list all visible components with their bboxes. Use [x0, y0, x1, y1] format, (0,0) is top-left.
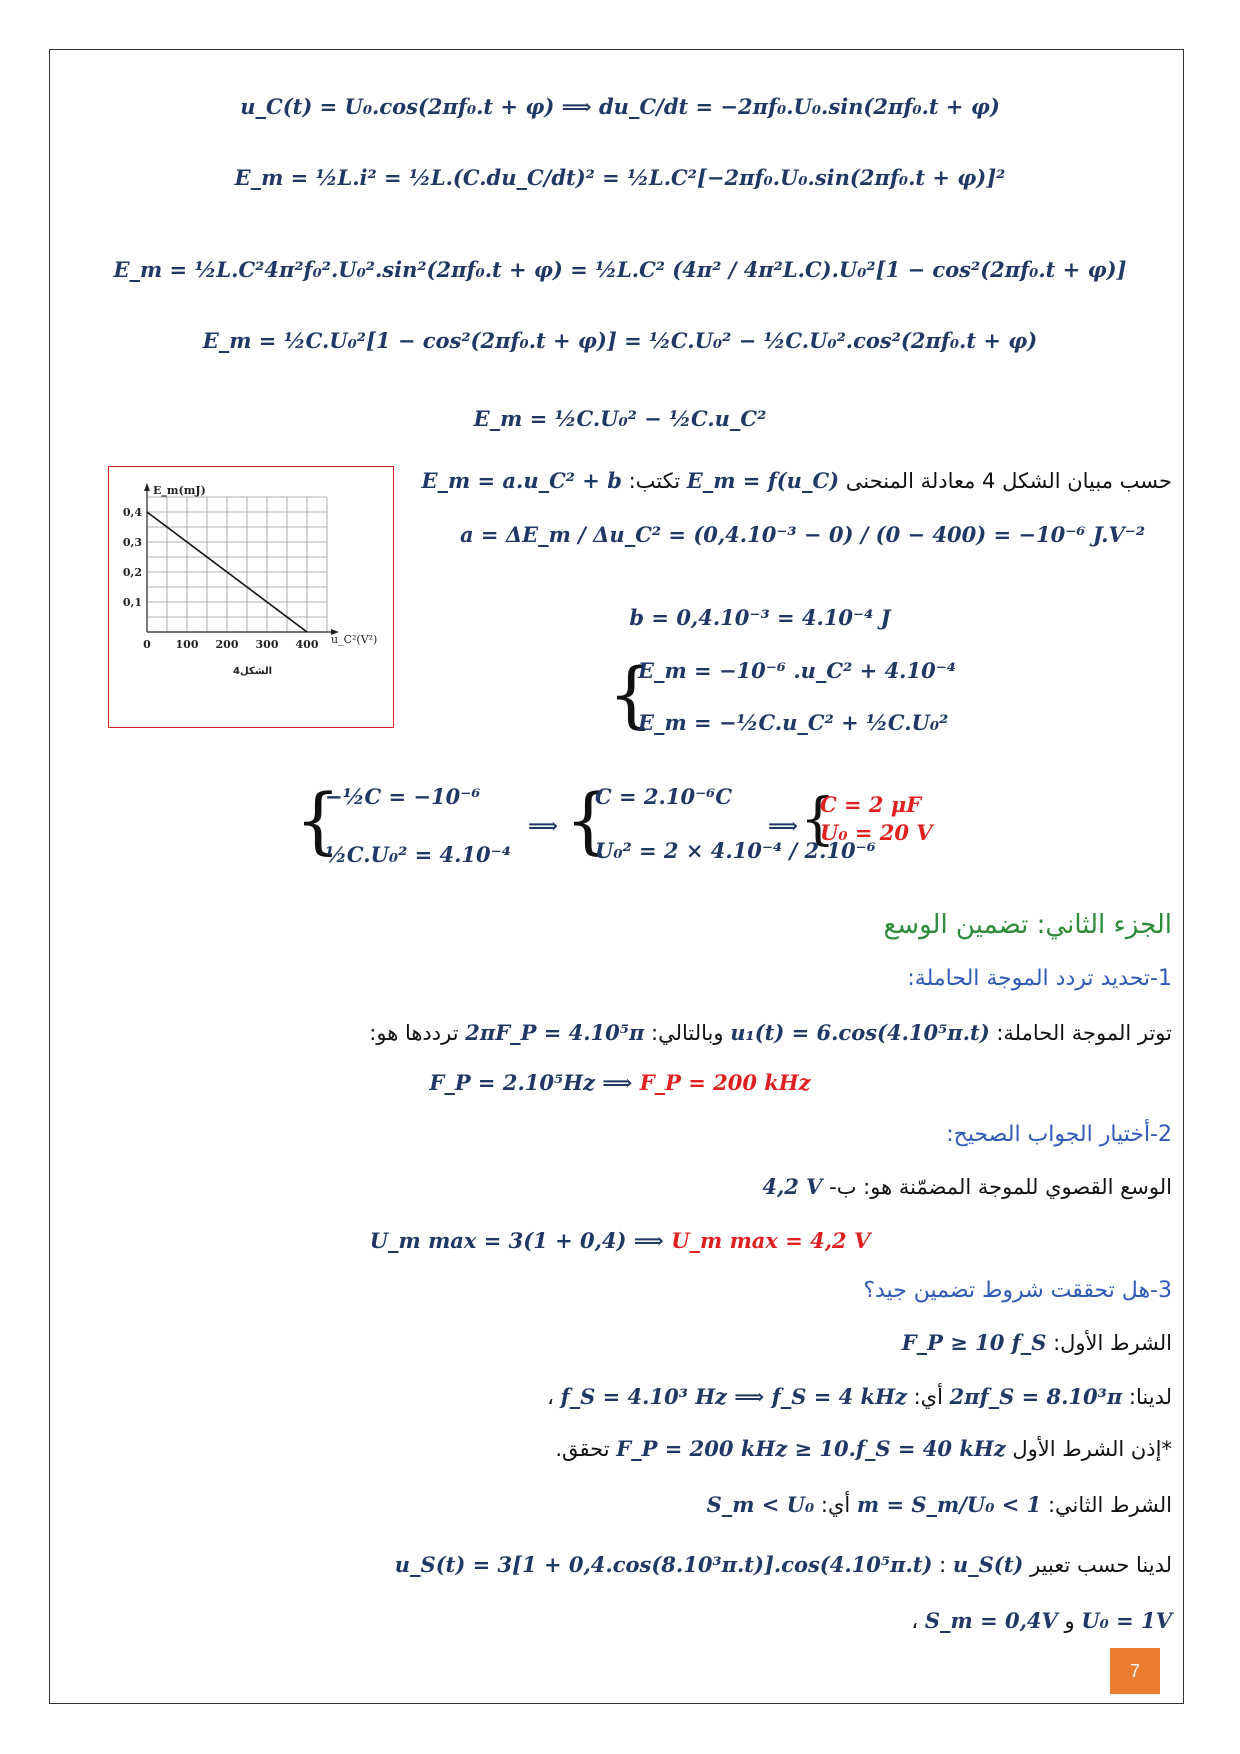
y-tick-label: 0,1 [122, 596, 142, 609]
cond2-text2: أي: [820, 1493, 851, 1517]
so-math: F_P = 200 kHz ≥ 10.f_S = 40 kHz [616, 1436, 1006, 1461]
vals-sep: ، [911, 1609, 919, 1633]
graph-sentence-math1: E_m = f(u_C) [686, 468, 840, 493]
graph-sentence-text2: تكتب: [628, 469, 681, 493]
system-3: { C = 2.10⁻⁶C U₀² = 2 × 4.10⁻⁴ / 2.10⁻⁶ [565, 778, 876, 863]
q1-line [369, 1020, 1172, 1045]
q2-eq-red: U_m max = 4,2 V [671, 1228, 871, 1253]
cond1-line [902, 1330, 1172, 1355]
q2-line [762, 1174, 1172, 1199]
q1-eq-black: F_P = 2.10⁵Hz ⟹ [429, 1070, 633, 1095]
q2-text: الوسع القصوي للموجة المضمّنة هو: ب- [829, 1175, 1172, 1199]
y-axis-label: E_m(mJ) [153, 484, 206, 497]
q1-text-a: توتر الموجة الحاملة: [996, 1021, 1172, 1045]
x-tick-label: 0 [143, 638, 151, 651]
cond2-math2: S_m < U₀ [706, 1492, 815, 1517]
implies-arrow-1: ⟹ [528, 813, 559, 838]
result-U0: U₀ = 20 V [820, 820, 933, 845]
so-text: *إذن الشرط الأول [1012, 1437, 1172, 1461]
y-tick-label: 0,2 [122, 566, 142, 579]
x-tick-label: 100 [175, 638, 199, 651]
q1-title: 1-تحديد تردد الموجة الحاملة: [907, 966, 1172, 991]
q2-math: 4,2 V [762, 1174, 823, 1199]
have-math2: f_S = 4.10³ Hz ⟹ f_S = 4 kHz [560, 1384, 907, 1409]
part-2-title: الجزء الثاني: تضمين الوسع [883, 910, 1172, 940]
graph-sentence [421, 468, 1172, 493]
x-tick-label: 300 [255, 638, 279, 651]
x-tick-label: 400 [295, 638, 319, 651]
x-axis-label: u_C²(V²) [331, 633, 378, 646]
equation-2: E_m = ½L.i² = ½L.(C.du_C/dt)² = ½L.C²[−2πf₀.U₀.sin(2πf₀.t + φ)]² [234, 165, 1006, 190]
calc-b: b = 0,4.10⁻³ = 4.10⁻⁴ J [629, 605, 891, 630]
graph-sentence-math2: E_m = a.u_C² + b [421, 468, 622, 493]
calc-a: a = ΔE_m / Δu_C² = (0,4.10⁻³ − 0) / (0 − 400) = −10⁻⁶ J.V⁻² [460, 522, 1146, 547]
y-tick-label: 0,4 [122, 506, 142, 519]
y-tick-label: 0,3 [122, 536, 142, 549]
q1-math-a: u₁(t) = 6.cos(4.10⁵π.t) [730, 1020, 990, 1045]
q2-title: 2-أختيار الجواب الصحيح: [946, 1122, 1172, 1147]
system-1: { E_m = −10⁻⁶ .u_C² + 4.10⁻⁴ E_m = −½C.u_C² + ½C.U₀² [608, 652, 956, 736]
system-3-line-1: C = 2.10⁻⁶C [595, 784, 733, 809]
chart-ticks [123, 506, 319, 651]
q2-eq-black: U_m max = 3(1 + 0,4) ⟹ [369, 1228, 664, 1253]
vals-and: و [1064, 1609, 1075, 1633]
figure-caption: الشكل4 [233, 666, 273, 677]
cond1-text: الشرط الأول: [1053, 1331, 1172, 1355]
q1-eq-red: F_P = 200 kHz [639, 1070, 811, 1095]
cond2-line [707, 1492, 1172, 1517]
cond1-math: F_P ≥ 10 f_S [901, 1330, 1047, 1355]
expr-math1: u_S(t) [952, 1552, 1024, 1577]
expr-colon: : [939, 1553, 947, 1577]
equation-1: u_C(t) = U₀.cos(2πf₀.t + φ) ⟹ du_C/dt = −2πf₀.U₀.sin(2πf₀.t + φ) [240, 94, 1000, 119]
q1-text-b: وبالتالي: [651, 1021, 724, 1045]
so-line [555, 1436, 1172, 1461]
q1-result [0, 1070, 1240, 1095]
have-math1: 2πf_S = 8.10³π [949, 1384, 1123, 1409]
chart-axes [144, 483, 339, 635]
x-tick-label: 200 [215, 638, 239, 651]
system-1-line-2: E_m = −½C.u_C² + ½C.U₀² [638, 710, 949, 735]
chart-grid [147, 497, 327, 632]
equation-4: E_m = ½C.U₀²[1 − cos²(2πf₀.t + φ)] = ½C.U₀² − ½C.U₀².cos²(2πf₀.t + φ) [202, 328, 1038, 353]
vals-math1: U₀ = 1V [1081, 1608, 1172, 1633]
y-axis-arrow [144, 483, 150, 491]
q1-text-c: ترددها هو: [369, 1021, 459, 1045]
system-2: { −½C = −10⁻⁶ ½C.U₀² = 4.10⁻⁴ [295, 778, 511, 867]
implies-arrow-2: ⟹ [768, 813, 799, 838]
expr-math2: u_S(t) = 3[1 + 0,4.cos(8.10³π.t)].cos(4.10⁵π.t) [394, 1552, 933, 1577]
chart-svg [109, 467, 392, 726]
system-1-line-1: E_m = −10⁻⁶ .u_C² + 4.10⁻⁴ [638, 658, 956, 683]
cond2-math1: m = S_m/U₀ < 1 [856, 1492, 1042, 1517]
system-2-line-1: −½C = −10⁻⁶ [325, 784, 481, 809]
equation-5: E_m = ½C.U₀² − ½C.u_C² [473, 406, 767, 431]
vals-math2: S_m = 0,4V [924, 1608, 1058, 1633]
q3-title: 3-هل تحققت شروط تضمين جيد؟ [863, 1278, 1172, 1303]
have-text2: أي: [913, 1385, 943, 1409]
page-number: 7 [1110, 1648, 1160, 1694]
system-3-line-2: U₀² = 2 × 4.10⁻⁴ / 2.10⁻⁶ [595, 838, 876, 863]
have-line [547, 1384, 1172, 1409]
have-text: لدينا: [1128, 1385, 1172, 1409]
graph-sentence-text: حسب مبيان الشكل 4 معادلة المنحنى [845, 469, 1172, 493]
expr-line [395, 1552, 1172, 1577]
equation-3: E_m = ½L.C²4π²f₀².U₀².sin²(2πf₀.t + φ) = ½L.C² (4π² / 4π²L.C).U₀²[1 − cos²(2πf₀.t + φ)] [113, 257, 1127, 282]
have-sep: ، [547, 1385, 554, 1409]
so-text2: تحقق. [555, 1437, 610, 1461]
expr-text: لدينا حسب تعبير [1030, 1553, 1172, 1577]
q1-math-b: 2πF_P = 4.10⁵π [465, 1020, 645, 1045]
figure-4-graph [108, 466, 394, 728]
result-system: { C = 2 μF U₀ = 20 V [800, 787, 933, 852]
q2-result [0, 1228, 1240, 1253]
result-C: C = 2 μF [820, 792, 922, 817]
cond2-text: الشرط الثاني: [1047, 1493, 1172, 1517]
system-2-line-2: ½C.U₀² = 4.10⁻⁴ [325, 842, 511, 867]
vals-line [911, 1608, 1172, 1633]
